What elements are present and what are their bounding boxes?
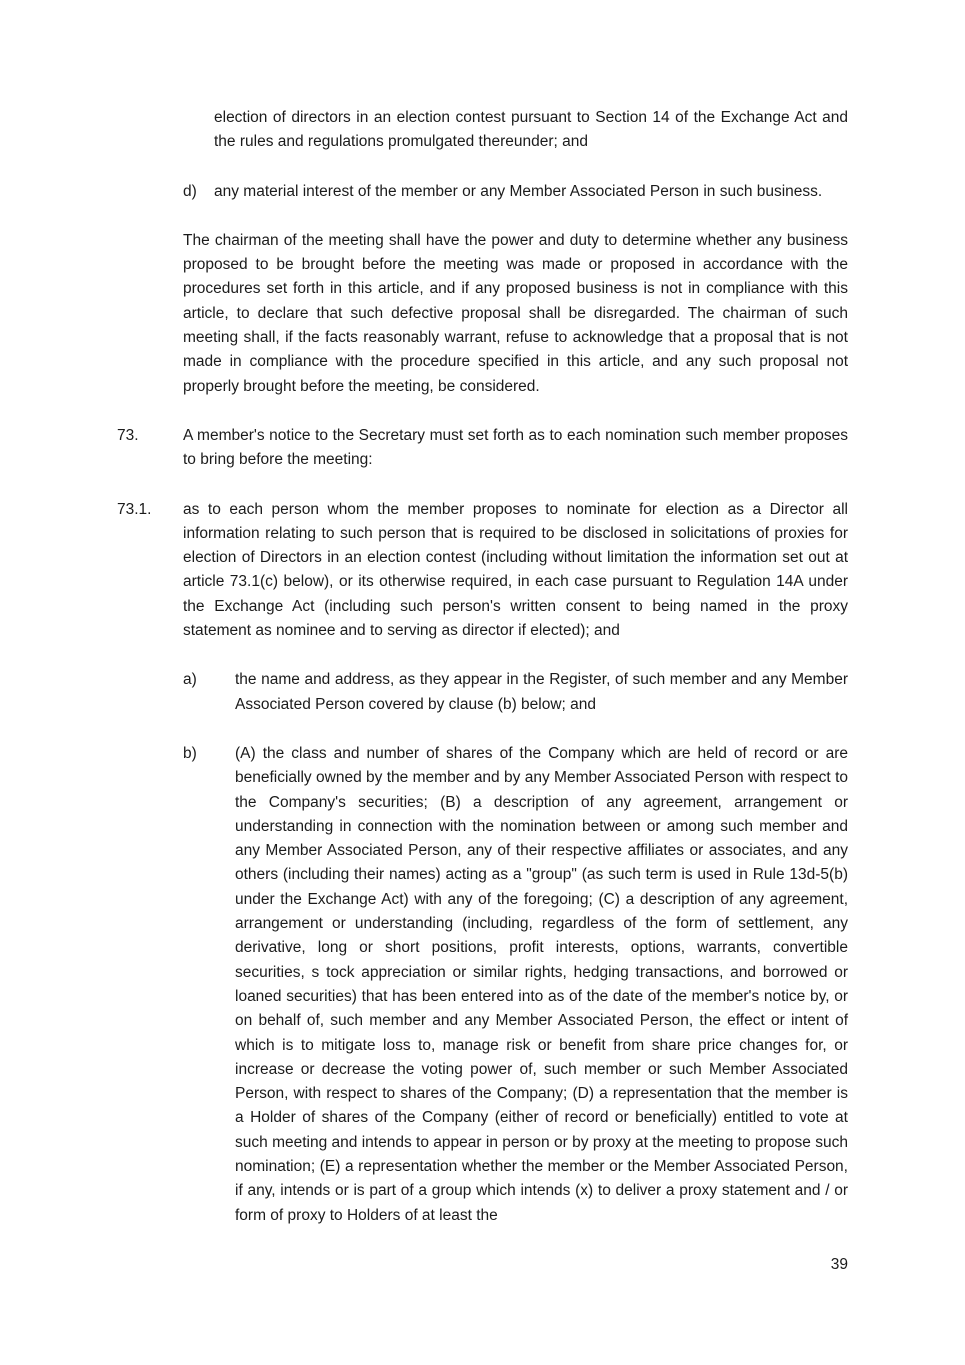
article-item-73 bbox=[117, 424, 848, 473]
article-item-73-1 bbox=[117, 498, 848, 644]
number-gutter bbox=[117, 229, 183, 399]
clause-item-a bbox=[117, 668, 848, 717]
number-gutter bbox=[117, 742, 183, 1228]
article-number-73: 73. bbox=[117, 426, 139, 444]
clause-label-b: b) bbox=[183, 744, 197, 762]
clause-label-d: d) bbox=[183, 182, 197, 200]
chairman-paragraph: The chairman of the meeting shall have the power and duty to determine whether any business proposed to be brought before the meeting was made or proposed in accordance with the procedures set forth in this article, and if any proposed business is not in compliance with this article, to declare that such defective proposal shall be disregarded. The chairman of such meeting shall, if the facts reasonably warrant, refuse to acknowledge that a proposal that is not made in compliance with the procedure specified in this article, and any such proposal not properly brought before the meeting, be considered. bbox=[183, 231, 848, 395]
clause-item-b bbox=[117, 742, 848, 1228]
number-gutter bbox=[117, 106, 183, 155]
number-gutter bbox=[117, 180, 183, 204]
clause-text-b: (A) the class and number of shares of the Company which are held of record or are beneficially owned by the member and by any Member Associated Person with respect to the Company's securities; (B) a description of any agreement, arrangement or understanding in connection with the nomination between or among such member and any Member Associated Person, any of their respective affiliates or associates, and any others (including their names) acting as a "group" (as such term is used in Rule 13d-5(b) under the Exchange Act) with any of the foregoing; (C) a description of any agreement, arrangement or understanding (including, regardless of the form of settlement, any derivative, long or short positions, profit interests, options, warrants, convertible securities, s tock appreciation or similar rights, hedging transactions, and borrowed or loaned securities) that has been entered into as of the date of the member's notice by, or on behalf of, such member and any Member Associated Person, the effect or intent of which is to mitigate loss to, manage risk or benefit from share price changes for, or increase or decrease the voting power of, such member or such Member Associated Person, with respect to shares of the Company; (D) a representation that the member is a Holder of shares of the Company (either of record or beneficially) entitled to vote at such meeting and intends to appear in person or by proxy at the meeting to propose such nomination; (E) a representation whether the member or the Member Associated Person, if any, intends or is part of a group which intends (x) to deliver a proxy statement and / or form of proxy to Holders of at least the bbox=[235, 744, 848, 1224]
clause-text-a: the name and address, as they appear in the Register, of such member and any Member Associated Person covered by clause (b) below; and bbox=[235, 671, 848, 713]
page-number: 39 bbox=[830, 1255, 848, 1273]
continuation-paragraph-block bbox=[117, 106, 848, 155]
continuation-paragraph: election of directors in an election contest pursuant to Section 14 of the Exchange Act and the rules and regulations promulgated thereunder; and bbox=[214, 109, 848, 151]
article-text-73-1: as to each person whom the member proposes to nominate for election as a Director all information relating to such person that is required to be disclosed in solicitations of proxies for election of Directors in an election contest (including without limitation the information set out at article 73.1(c) below), or its otherwise required, in each case pursuant to Regulation 14A under the Exchange Act (including such person's written consent to being named in the proxy statement as nominee and to serving as director if elected); and bbox=[183, 500, 848, 640]
clause-text-d: any material interest of the member or any Member Associated Person in such business. bbox=[214, 182, 823, 200]
clause-label-a: a) bbox=[183, 671, 197, 689]
number-gutter bbox=[117, 668, 183, 717]
chairman-paragraph-block bbox=[117, 229, 848, 399]
page-content bbox=[117, 106, 848, 1277]
article-text-73: A member's notice to the Secretary must set forth as to each nomination such member proposes to bring before the meeting: bbox=[183, 426, 848, 469]
article-number-73-1: 73.1. bbox=[117, 500, 152, 518]
clause-item-d bbox=[117, 180, 848, 204]
